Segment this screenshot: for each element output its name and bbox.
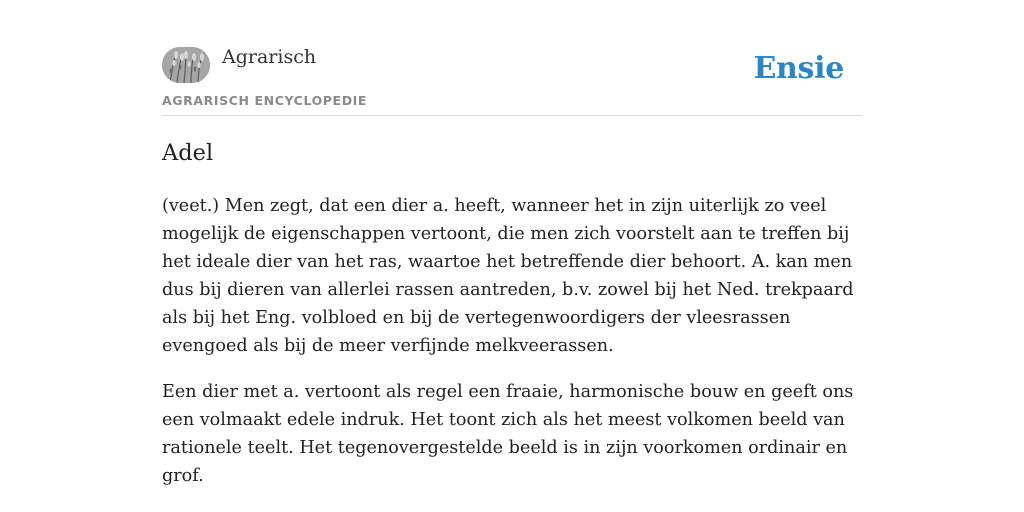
article-paragraph: Een dier met a. vertoont als regel een fraaie, harmonische bouw en geeft ons een volmaakt edele indruk. Het toont zich als het meest volkomen beeld van rationele teelt. Het tegenovergestelde beeld is in zijn voorkomen ordinair en grof.: [162, 382, 854, 486]
article-title: Adel: [162, 140, 214, 166]
book-subtitle: AGRARISCH ENCYCLOPEDIE: [162, 93, 368, 108]
wheat-ears-icon[interactable]: [162, 47, 210, 83]
article-paragraph: (veet.) Men zegt, dat een dier a. heeft, wanneer het in zijn uiterlijk zo veel mogelijk de eigenschappen vertoont, die men zich voorstelt aan te treffen bij het ideale dier van het ras, waartoe het betreffende dier behoort. A. kan men dus bij dieren van allerlei rassen aantreden, b.v. zowel bij het Ned. trekpaard als bij het Eng. volbloed en bij de vertegenwoordigers der vleesrassen evengoed als bij de meer verfijnde melkveerassen.: [162, 196, 854, 356]
page: [162, 0, 862, 512]
book-title[interactable]: Agrarisch: [222, 46, 317, 68]
brand-logo-link[interactable]: Ensie: [753, 51, 844, 86]
article-body: [162, 192, 862, 508]
site-header: [162, 0, 862, 116]
